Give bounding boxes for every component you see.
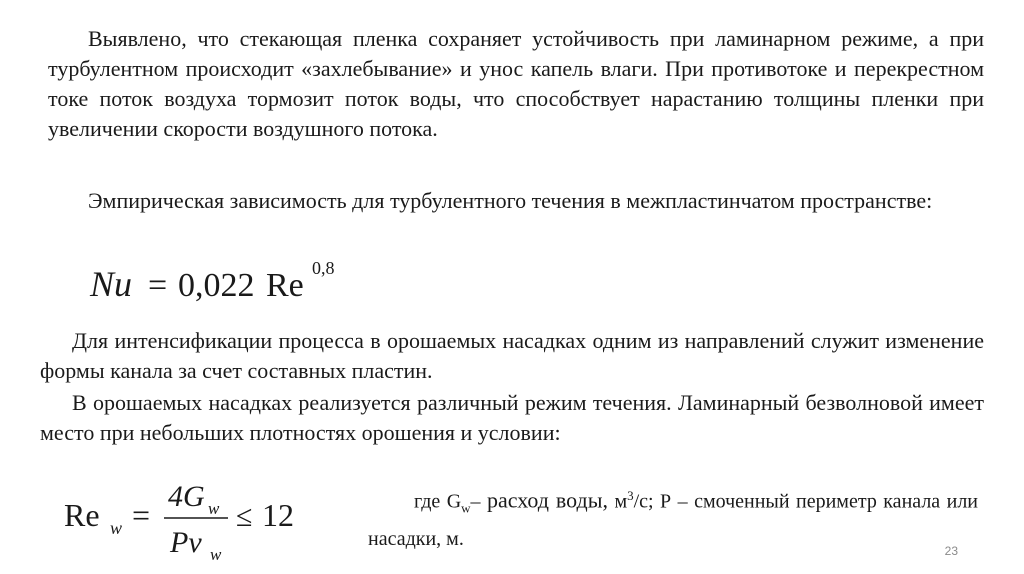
formula-denominator: Pν bbox=[170, 526, 202, 559]
formula-equals: = bbox=[148, 267, 168, 304]
paragraph-intensification: Для интенсификации процесса в орошаемых насадках одним из направлений служит изменение формы канала за счет составных пластин. bbox=[40, 328, 984, 383]
formula-nusselt bbox=[88, 252, 358, 308]
formula-re-subscript: w bbox=[110, 518, 123, 538]
page-number: 23 bbox=[944, 544, 958, 558]
formula-denominator-subscript: w bbox=[210, 545, 222, 564]
note-part-1: где G bbox=[414, 490, 462, 513]
formula-re-symbol: Re bbox=[64, 497, 100, 533]
paragraph-laminar-condition: В орошаемых насадках реализуется различный режим течения. Ламинарный безволновой имеет место при небольших плотностях орошения и условии: bbox=[40, 390, 984, 445]
formula-nu-symbol: Nu bbox=[90, 264, 133, 304]
formula-reynolds-condition bbox=[60, 470, 310, 566]
formula-exponent: 0,8 bbox=[312, 258, 335, 278]
note-part-2: – bbox=[470, 490, 487, 513]
formula-coefficient: 0,022 bbox=[178, 267, 255, 304]
note-part-5: /с; Р – смоченный периметр канала или насадки, м. bbox=[368, 490, 979, 550]
note-superscript-3: 3 bbox=[627, 488, 634, 503]
formula-re-base: Re bbox=[266, 267, 304, 304]
note-subscript-w: w bbox=[461, 500, 471, 516]
formula-limit: 12 bbox=[262, 497, 294, 533]
note-notation bbox=[368, 481, 978, 554]
note-part-3: расход воды, bbox=[487, 487, 608, 513]
formula-numerator-subscript: w bbox=[208, 499, 220, 518]
paragraph-film-stability: Выявлено, что стекающая пленка сохраняет устойчивость при ламинарном режиме, а при турбулентном происходит «захлебывание» и унос капель влаги. При противотоке и перекрестном токе поток воздуха тормозит поток воды, что способствует нарастанию толщины пленки при увеличении скорости воздушного потока. bbox=[48, 26, 984, 141]
formula-equals-2: = bbox=[132, 497, 151, 533]
formula-numerator: 4G bbox=[168, 480, 205, 513]
note-part-4: м bbox=[608, 490, 628, 513]
formula-less-equal: ≤ bbox=[236, 500, 253, 533]
paragraph-empirical-dependence: Эмпирическая зависимость для турбулентного течения в межпластинчатом пространстве: bbox=[88, 188, 933, 213]
